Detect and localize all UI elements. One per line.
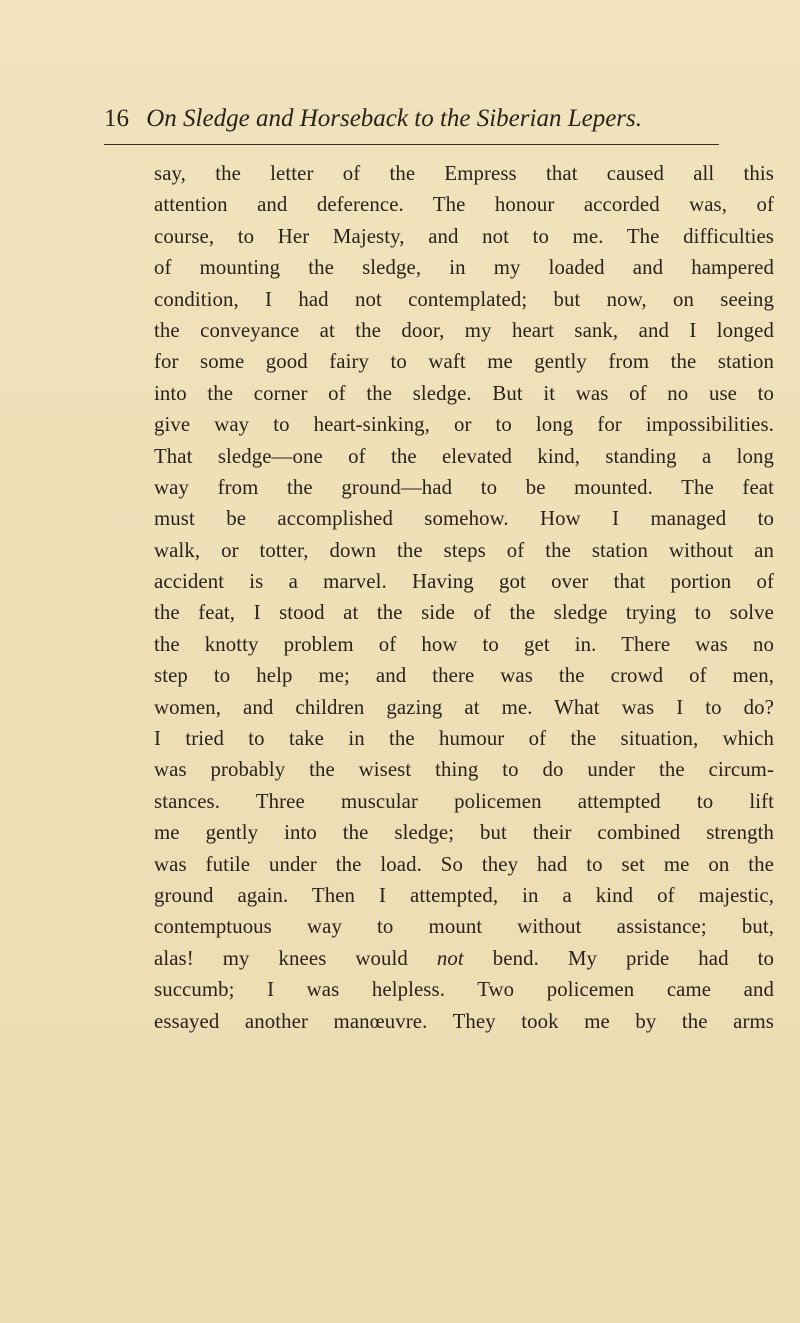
- text-line: women, and children gazing at me. What was I to do?: [154, 695, 774, 719]
- text-line: condition, I had not contemplated; but now, on seeing: [154, 287, 774, 311]
- text-line: attention and deference. The honour accorded was, of: [154, 193, 774, 217]
- text-line: for some good fairy to waft me gently from the station: [154, 350, 774, 374]
- text-line: the knotty problem of how to get in. There was no: [154, 632, 774, 656]
- text-line: must be accomplished somehow. How I managed to: [154, 507, 774, 531]
- body-text: [154, 158, 774, 1037]
- text-line: course, to Her Majesty, and not to me. The difficulties: [154, 224, 774, 248]
- text-line-with-emphasis: [154, 943, 774, 974]
- text-line: me gently into the sledge; but their combined strength: [154, 821, 774, 845]
- text-line: the conveyance at the door, my heart sank, and I longed: [154, 318, 774, 342]
- text-segment: alas! my knees would: [154, 946, 437, 970]
- emphasis-not: not: [436, 946, 464, 970]
- text-line: was probably the wisest thing to do under the circum-: [154, 758, 774, 782]
- text-line: step to help me; and there was the crowd of men,: [154, 664, 774, 688]
- text-line: give way to heart-sinking, or to long for impossibilities.: [154, 413, 774, 437]
- text-line: walk, or totter, down the steps of the station without an: [154, 538, 774, 562]
- text-line: essayed another manœuvre. They took me by the arms: [154, 1009, 774, 1033]
- text-line: That sledge—one of the elevated kind, standing a long: [154, 444, 774, 468]
- running-title: On Sledge and Horseback to the Siberian Lepers.: [146, 105, 643, 132]
- page-number: 16: [104, 105, 129, 132]
- text-line: of mounting the sledge, in my loaded and hampered: [154, 256, 774, 280]
- text-line: stances. Three muscular policemen attempted to lift: [154, 789, 774, 813]
- text-line: into the corner of the sledge. But it was of no use to: [154, 381, 774, 405]
- text-line: succumb; I was helpless. Two policemen came and: [154, 978, 774, 1002]
- text-line: contemptuous way to mount without assistance; but,: [154, 915, 774, 939]
- text-line: say, the letter of the Empress that caused all this: [154, 162, 774, 185]
- running-head: [104, 104, 724, 144]
- text-line: I tried to take in the humour of the situation, which: [154, 727, 774, 751]
- text-line: way from the ground—had to be mounted. The feat: [154, 475, 774, 499]
- text-line: was futile under the load. So they had to set me on the: [154, 852, 774, 876]
- text-line: ground again. Then I attempted, in a kind of majestic,: [154, 883, 774, 907]
- header-rule: [104, 144, 719, 145]
- text-line: accident is a marvel. Having got over that portion of: [154, 570, 774, 594]
- text-segment: bend. My pride had to: [463, 946, 774, 970]
- text-line: the feat, I stood at the side of the sledge trying to solve: [154, 601, 774, 625]
